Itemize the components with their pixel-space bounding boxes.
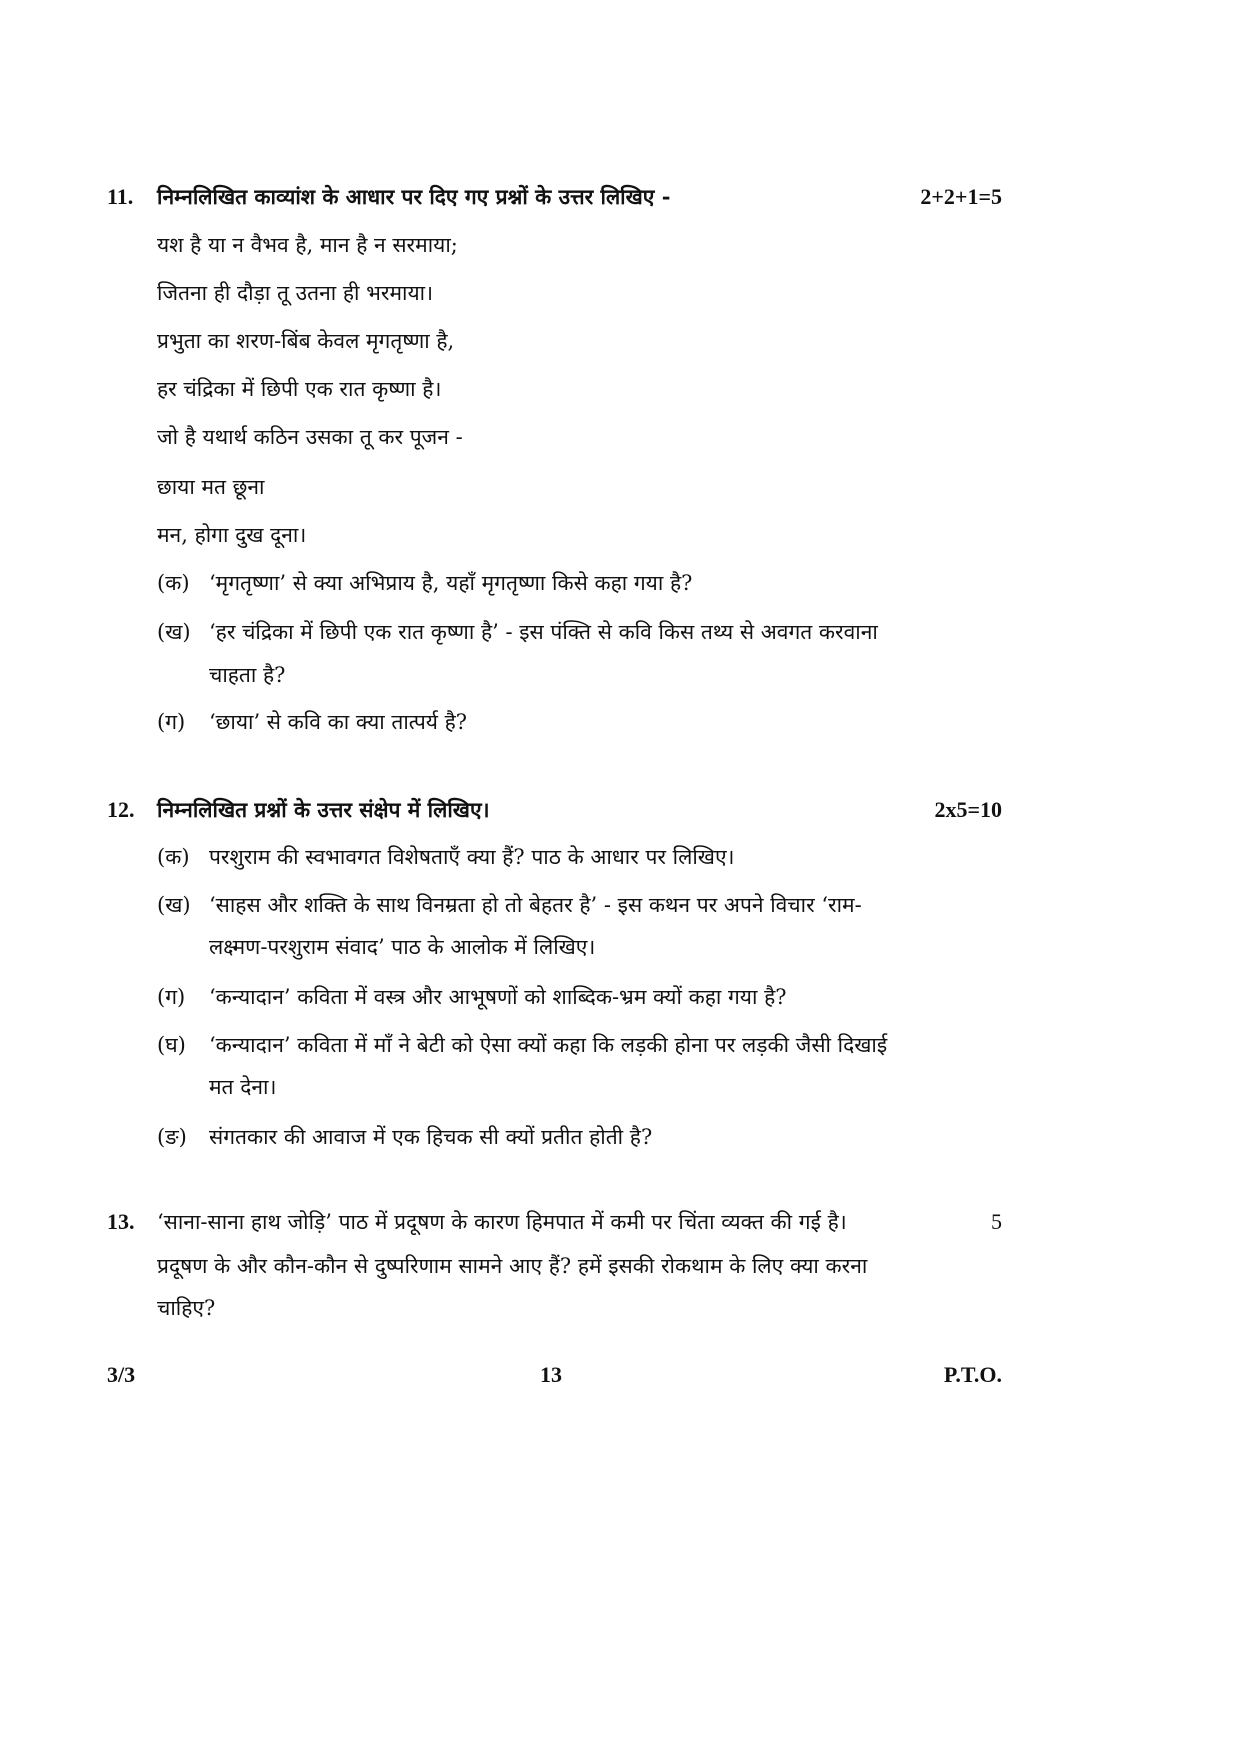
poem-line: प्रभुता का शरण-बिंब केवल मृगतृष्णा है, xyxy=(157,329,455,353)
question-number: 11. xyxy=(107,184,134,209)
sub-label: (ङ) xyxy=(157,1125,187,1149)
poem-line: जितना ही दौड़ा तू उतना ही भरमाया। xyxy=(157,281,434,305)
sub-label: (ख) xyxy=(157,620,191,644)
sub-label: (क) xyxy=(157,845,190,869)
poem-line: जो है यथार्थ कठिन उसका तू कर पूजन - xyxy=(157,425,463,449)
sub-question xyxy=(0,883,1240,927)
sub-text: ‘हर चंद्रिका में छिपी एक रात कृष्णा है’ - इस पंक्ति से कवि किस तथ्य से अवगत करवाना xyxy=(209,620,878,644)
question-number: 12. xyxy=(107,797,135,822)
sub-question xyxy=(0,975,1240,1019)
paper-code: 3/3 xyxy=(107,1362,136,1387)
sub-text: ‘छाया’ से कवि का क्या तात्पर्य है? xyxy=(209,710,468,734)
sub-question xyxy=(0,1115,1240,1159)
poem-line: मन, होगा दुख दूना। xyxy=(157,523,307,547)
poem-line: यश है या न वैभव है, मान है न सरमाया; xyxy=(157,233,458,257)
question-text: प्रदूषण के और कौन-कौन से दुष्परिणाम सामने आए हैं? हमें इसकी रोकथाम के लिए क्या करना xyxy=(157,1254,868,1278)
sub-text: ‘साहस और शक्ति के साथ विनम्रता हो तो बेहतर है’ - इस कथन पर अपने विचार ‘राम- xyxy=(209,893,862,917)
question-text: ‘साना-साना हाथ जोड़ि’ पाठ में प्रदूषण के कारण हिमपात में कमी पर चिंता व्यक्त की गई है। xyxy=(157,1210,847,1234)
question-number: 13. xyxy=(107,1209,135,1234)
question-title: निम्नलिखित काव्यांश के आधार पर दिए गए प्रश्नों के उत्तर लिखिए - xyxy=(157,184,671,209)
sub-question xyxy=(0,610,1240,654)
sub-question xyxy=(0,835,1240,879)
sub-label: (ख) xyxy=(157,893,191,917)
q11-header xyxy=(0,175,1240,219)
marks: 5 xyxy=(991,1209,1002,1234)
pto-label: P.T.O. xyxy=(943,1362,1002,1387)
sub-text: मत देना। xyxy=(209,1075,277,1099)
sub-label: (ग) xyxy=(157,710,186,734)
question-title: निम्नलिखित प्रश्नों के उत्तर संक्षेप में लिखिए। xyxy=(157,797,490,822)
sub-question xyxy=(0,700,1240,744)
sub-label: (क) xyxy=(157,571,190,595)
page-number: 13 xyxy=(540,1362,562,1387)
sub-label: (घ) xyxy=(157,1033,186,1057)
marks: 2+2+1=5 xyxy=(920,184,1002,209)
sub-text: चाहता है? xyxy=(209,663,286,687)
sub-label: (ग) xyxy=(157,985,186,1009)
q13-header xyxy=(0,1200,1240,1244)
question-text: चाहिए? xyxy=(157,1296,216,1320)
sub-text: संगतकार की आवाज में एक हिचक सी क्यों प्रतीत होती है? xyxy=(209,1125,653,1149)
poem-line: छाया मत छूना xyxy=(157,475,265,499)
sub-text: लक्ष्मण-परशुराम संवाद’ पाठ के आलोक में लिखिए। xyxy=(209,935,596,959)
marks: 2x5=10 xyxy=(934,797,1002,822)
poem-line: हर चंद्रिका में छिपी एक रात कृष्णा है। xyxy=(157,377,442,401)
sub-text: ‘मृगतृष्णा’ से क्या अभिप्राय है, यहाँ मृगतृष्णा किसे कहा गया है? xyxy=(209,571,693,595)
q12-header xyxy=(0,788,1240,832)
sub-question xyxy=(0,1023,1240,1067)
sub-text: ‘कन्यादान’ कविता में वस्त्र और आभूषणों को शाब्दिक-भ्रम क्यों कहा गया है? xyxy=(209,985,787,1009)
sub-question xyxy=(0,561,1240,605)
sub-text: परशुराम की स्वभावगत विशेषताएँ क्या हैं? पाठ के आधार पर लिखिए। xyxy=(209,845,735,869)
sub-text: ‘कन्यादान’ कविता में माँ ने बेटी को ऐसा क्यों कहा कि लड़की होना पर लड़की जैसी दिखाई xyxy=(209,1033,888,1057)
